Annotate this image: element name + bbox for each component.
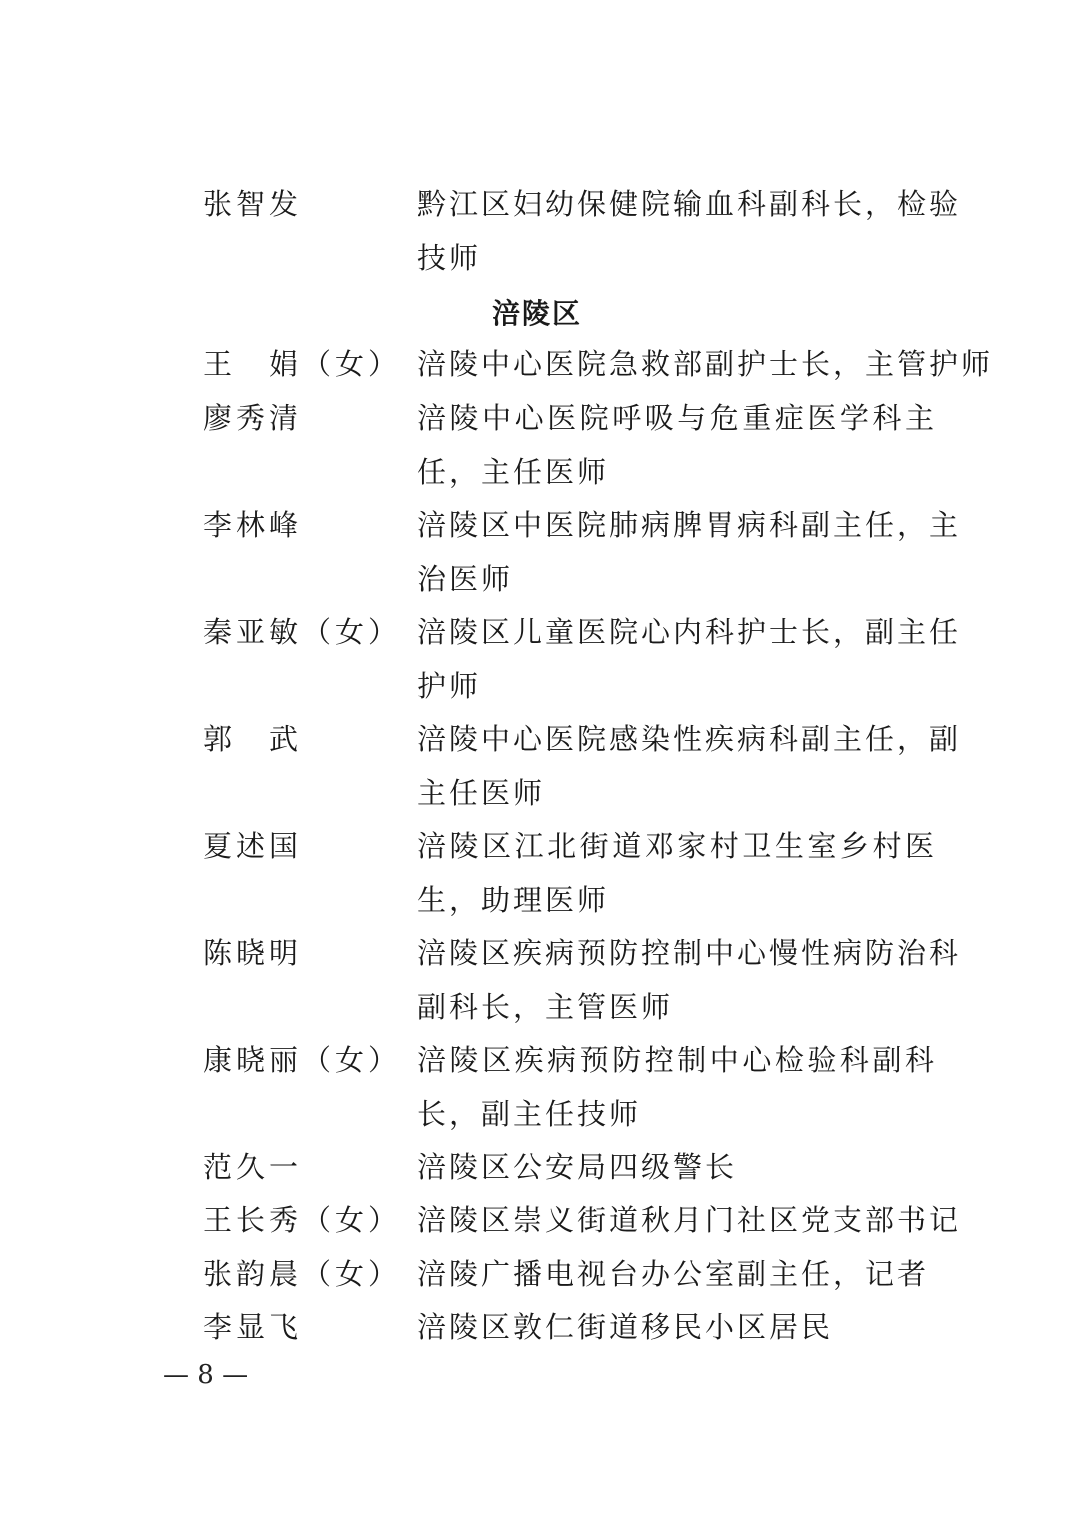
person-description [417,177,962,285]
description-line: 涪陵区崇义街道秋月门社区党支部书记 [417,1203,962,1237]
person-name: 张智发 [203,187,303,221]
description-line: 副科长，主管医师 [417,989,674,1024]
person-name: 陈晓明 [203,935,303,970]
person-description [417,391,937,499]
description-line: 涪陵区公安局四级警长 [417,1149,738,1184]
person-name: 张韵晨（女） [203,1256,402,1291]
person-name: 秦亚敏（女） [203,614,402,649]
person-name: 王 娟（女） [203,347,402,381]
description-line: 任，主任医师 [417,454,610,489]
person-name: 郭 武 [203,721,303,756]
person-description [417,1033,937,1141]
person-name: 王长秀（女） [203,1203,402,1237]
person-description [417,926,962,1034]
description-line: 涪陵中心医院呼吸与危重症医学科主 [417,400,937,435]
person-description [417,819,937,927]
person-name: 李林峰 [203,507,303,542]
person-name: 李显飞 [203,1310,303,1344]
description-line: 技师 [417,241,482,275]
person-description [417,1140,937,1194]
description-line: 护师 [417,668,482,703]
description-line: 主任医师 [417,775,546,810]
description-line: 涪陵广播电视台办公室副主任，记者 [417,1256,930,1291]
description-line: 涪陵区敦仁街道移民小区居民 [417,1310,834,1344]
description-line: 涪陵区中医院肺病脾胃病科副主任，主 [417,507,962,542]
person-description [417,337,994,391]
person-description [417,1193,962,1247]
description-line: 生，助理医师 [417,882,610,917]
person-name: 康晓丽（女） [203,1042,402,1077]
description-line: 涪陵区疾病预防控制中心检验科副科 [417,1042,937,1077]
description-line: 涪陵区江北街道邓家村卫生室乡村医 [417,828,937,863]
person-name: 范久一 [203,1149,303,1184]
description-line: 涪陵中心医院急救部副护士长，主管护师 [417,347,994,381]
person-name: 廖秀清 [203,400,303,435]
person-description [417,1247,937,1301]
person-description [417,1300,937,1354]
description-line: 治医师 [417,561,514,596]
description-line: 涪陵区儿童医院心内科护士长，副主任 [417,614,962,649]
person-description [417,498,962,606]
person-name: 夏述国 [203,828,303,863]
person-description [417,712,962,820]
page-number: — 8 — [163,1360,249,1390]
person-description [417,605,962,713]
description-line: 黔江区妇幼保健院输血科副科长，检验 [417,187,962,221]
description-line: 涪陵区疾病预防控制中心慢性病防治科 [417,935,962,970]
description-line: 长，副主任技师 [417,1096,642,1131]
section-title: 涪陵区 [491,297,582,330]
description-line: 涪陵中心医院感染性疾病科副主任，副 [417,721,962,756]
